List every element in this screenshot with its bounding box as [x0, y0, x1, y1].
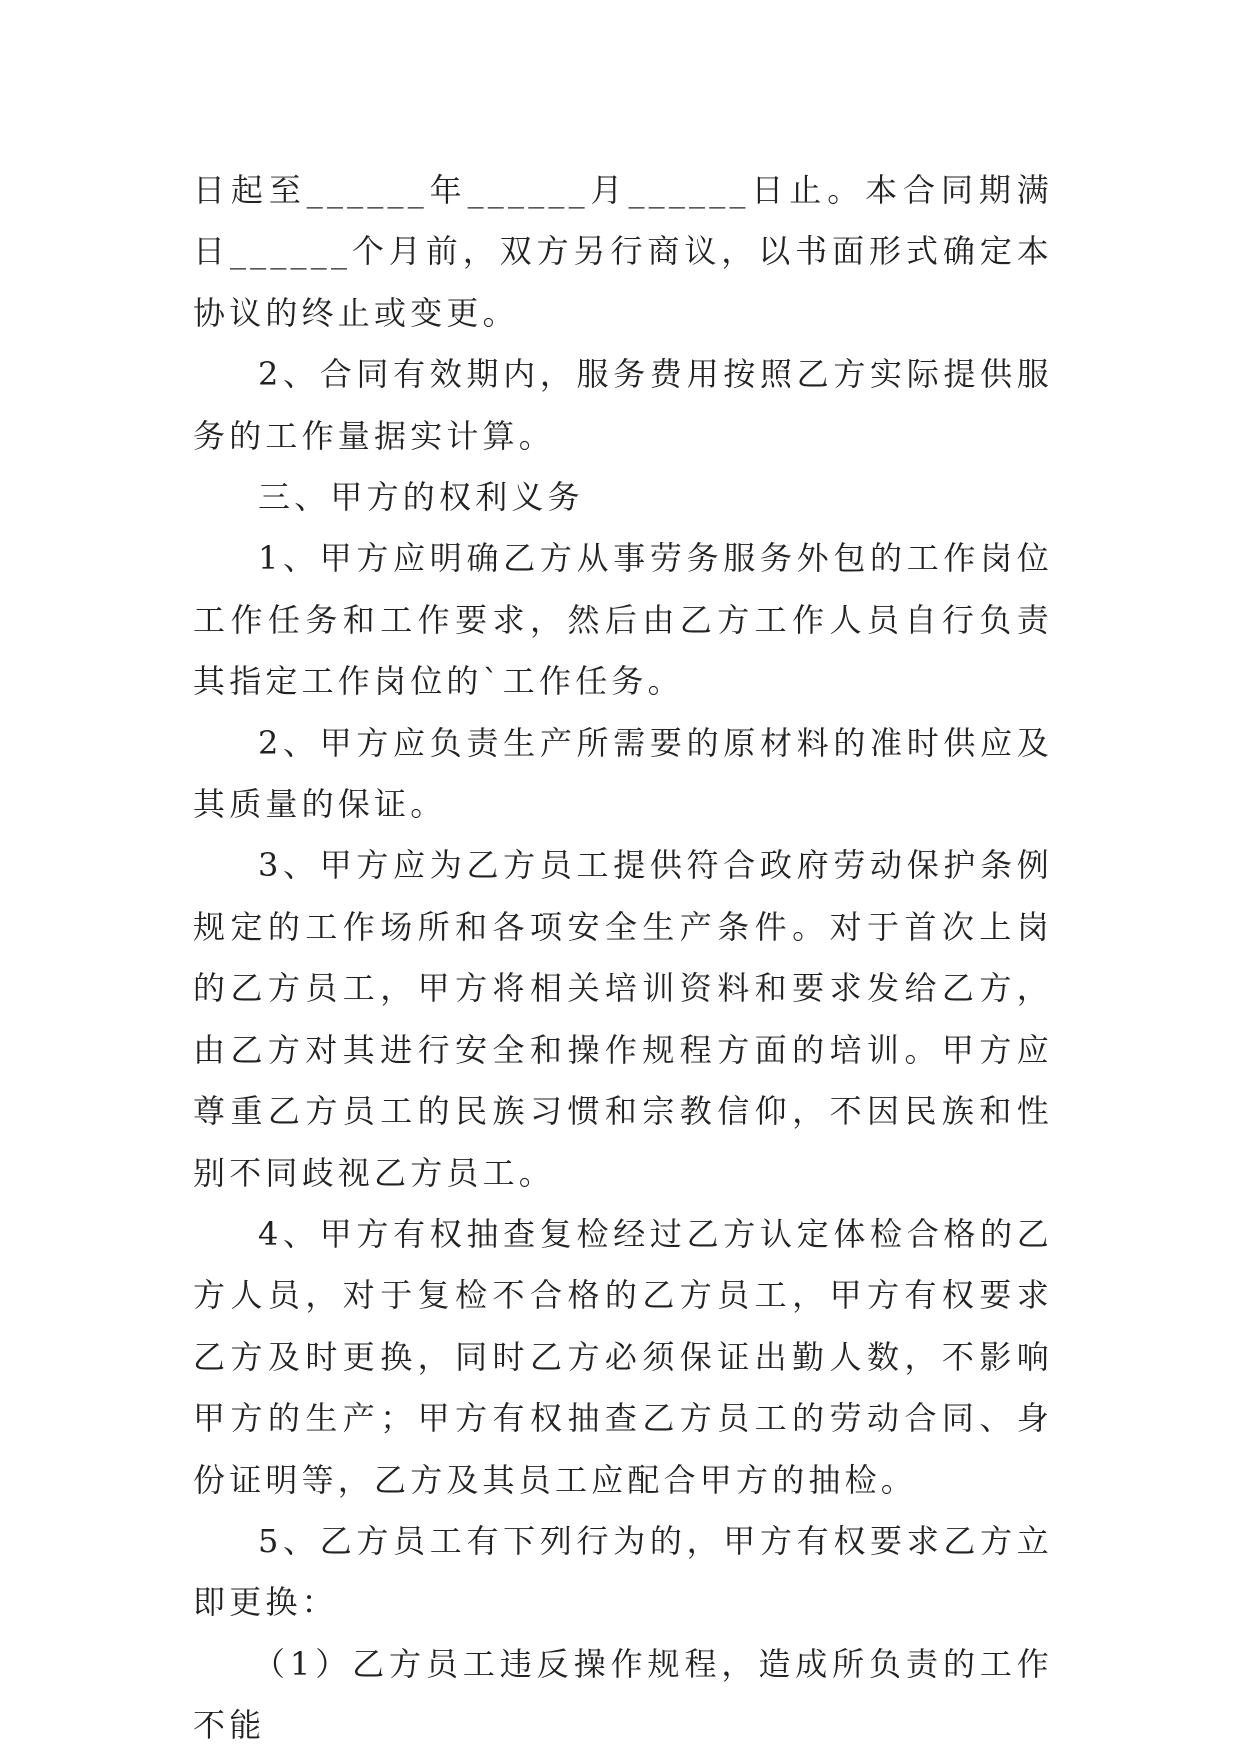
document-body: [193, 160, 1053, 1757]
paragraph-clause-3-2: 2、甲方应负责生产所需要的原材料的准时供应及其质量的保证。: [193, 723, 1053, 824]
paragraph-clause-3-1: 1、甲方应明确乙方从事劳务服务外包的工作岗位工作任务和工作要求，然后由乙方工作人员自行负责其指定工作岗位的`工作任务。: [193, 539, 1053, 701]
paragraph-clause-3-4: 4、甲方有权抽查复检经过乙方认定体检合格的乙方人员，对于复检不合格的乙方员工，甲方有权要求乙方及时更换，同时乙方必须保证出勤人数，不影响甲方的生产；甲方有权抽查乙方员工的劳动合同、身份证明等，乙方及其员工应配合甲方的抽检。: [193, 1214, 1053, 1499]
paragraph-clause-3-5-1: （1）乙方员工违反操作规程，造成所负责的工作不能: [193, 1644, 1053, 1745]
paragraph-service-fee: 2、合同有效期内，服务费用按照乙方实际提供服务的工作量据实计算。: [193, 355, 1053, 455]
section-heading-party-a-rights: 三、甲方的权利义务: [258, 478, 584, 517]
paragraph-term-end: 日起至______年______月______日止。本合同期满日______个月前，双方另行商议，以书面形式确定本协议的终止或变更。: [193, 171, 1053, 332]
paragraph-clause-3-3: 3、甲方应为乙方员工提供符合政府劳动保护条例规定的工作场所和各项安全生产条件。对于首次上岗的乙方员工，甲方将相关培训资料和要求发给乙方，由乙方对其进行安全和操作规程方面的培训。甲方应尊重乙方员工的民族习惯和宗教信仰，不因民族和性别不同歧视乙方员工。: [193, 846, 1053, 1192]
paragraph-clause-3-5: 5、乙方员工有下列行为的，甲方有权要求乙方立即更换：: [193, 1521, 1053, 1622]
